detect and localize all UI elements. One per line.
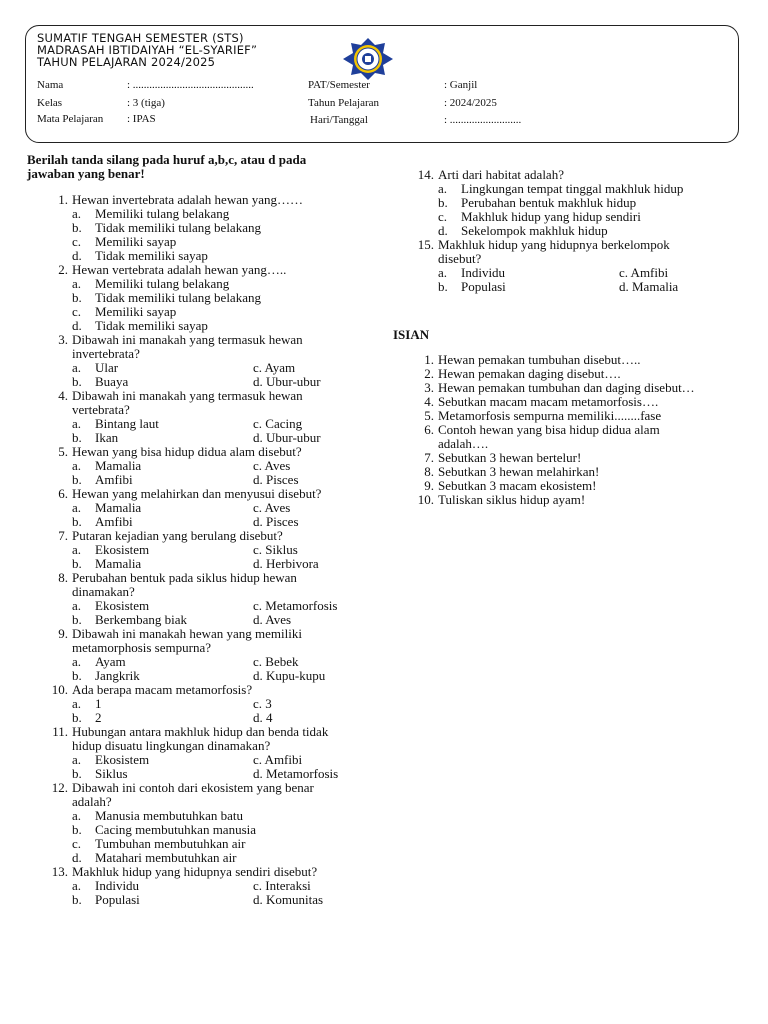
option-text: Bintang laut [95,416,159,431]
option-letter: b. [72,766,82,781]
option-text: Populasi [461,279,506,294]
question-text: Hewan yang bisa hidup didua alam disebut? [72,444,302,459]
isian-number: 9. [424,478,434,493]
question-number: 6. [58,486,68,501]
option-text: Individu [95,878,140,893]
option-text: d. Pisces [253,514,299,529]
option-text: Ikan [95,430,119,445]
option-letter: a. [72,542,82,557]
isian-text: Hewan pemakan tumbuhan dan daging disebut… [438,380,695,395]
kelas-label: Kelas [37,97,63,109]
question-text: Dibawah ini manakah yang termasuk hewan [72,332,303,347]
question-text: metamorphosis sempurna? [72,640,211,655]
option-text: Ekosistem [95,598,150,613]
question-text: vertebrata? [72,402,130,417]
option-text: Tidak memiliki sayap [95,318,208,333]
question-number: 9. [58,626,68,641]
option-text: Sekelompok makhluk hidup [461,223,608,238]
option-text: c. Aves [253,458,291,473]
option-letter: b. [72,822,82,837]
question-text: Hewan yang melahirkan dan menyusui disebut? [72,486,322,501]
question-number: 1. [58,192,68,207]
option-text: c. Siklus [253,542,298,557]
question-text: Hubungan antara makhluk hidup dan benda tidak [72,724,329,739]
isian-text: Sebutkan 3 macam ekosistem! [438,478,597,493]
option-letter: a. [72,654,82,669]
option-letter: b. [72,374,82,389]
isian-text: Sebutkan 3 hewan melahirkan! [438,464,600,479]
option-letter: a. [72,276,82,291]
option-letter: b. [72,892,82,907]
isian-number: 7. [424,450,434,465]
option-letter: a. [72,696,82,711]
question-text: adalah? [72,794,112,809]
option-text: Tidak memiliki sayap [95,248,208,263]
question-number: 10. [51,682,68,697]
option-text: Amfibi [95,514,133,529]
option-text: Lingkungan tempat tinggal makhluk hidup [461,181,684,196]
question-text: Hewan vertebrata adalah hewan yang….. [72,262,287,277]
question-number: 4. [58,388,68,403]
option-text: d. Herbivora [253,556,319,571]
option-letter: c. [72,304,82,319]
semester-label: PAT/Semester [308,79,370,91]
school-emblem-icon [341,37,395,81]
option-text: c. Metamorfosis [253,598,338,613]
question-text: hidup disuatu lingkungan dinamakan? [72,738,271,753]
option-letter: a. [438,181,448,196]
instruction-line-1: Berilah tanda silang pada huruf a,b,c, atau d pada [27,152,307,167]
option-text: Mamalia [95,500,142,515]
option-letter: a. [72,878,82,893]
nama-field[interactable]: : ............................................ [127,79,254,91]
option-letter: a. [72,500,82,515]
option-text: d. Kupu-kupu [253,668,326,683]
isian-text: Metamorfosis sempurna memiliki........fase [438,408,662,423]
option-letter: b. [72,430,82,445]
option-text: Mamalia [95,458,142,473]
question-text: Arti dari habitat adalah? [438,167,564,182]
option-letter: d. [72,248,82,263]
option-text: Populasi [95,892,140,907]
question-number: 13. [51,864,68,879]
option-text: d. Metamorfosis [253,766,339,781]
option-text: 2 [95,710,102,725]
question-number: 12. [51,780,68,795]
question-number: 14. [417,167,434,182]
kelas-value: : 3 (tiga) [127,97,165,109]
option-letter: a. [438,265,448,280]
isian-number: 6. [424,422,434,437]
option-letter: d. [438,223,448,238]
option-letter: b. [72,612,82,627]
option-text: Ayam [95,654,126,669]
option-letter: a. [72,598,82,613]
option-text: Amfibi [95,472,133,487]
option-letter: c. [438,209,448,224]
instruction-line-2: jawaban yang benar! [27,166,145,181]
semester-value: : Ganjil [444,79,478,91]
option-text: Siklus [95,766,128,781]
option-letter: c. [72,234,82,249]
isian-number: 2. [424,366,434,381]
option-text: Ekosistem [95,752,150,767]
option-letter: a. [72,458,82,473]
option-letter: b. [72,556,82,571]
option-letter: b. [72,290,82,305]
isian-number: 8. [424,464,434,479]
option-letter: a. [72,206,82,221]
option-text: c. Ayam [253,360,296,375]
option-text: 1 [95,696,102,711]
question-text: invertebrata? [72,346,140,361]
option-text: d. Komunitas [253,892,324,907]
question-number: 7. [58,528,68,543]
isian-text: Hewan pemakan tumbuhan disebut….. [438,352,641,367]
option-text: c. Interaksi [253,878,311,893]
option-text: Individu [461,265,506,280]
option-text: c. Aves [253,500,291,515]
option-text: Makhluk hidup yang hidup sendiri [461,209,641,224]
option-text: Tumbuhan membutuhkan air [95,836,246,851]
question-text: Dibawah ini manakah hewan yang memiliki [72,626,302,641]
question-text: Perubahan bentuk pada siklus hidup hewan [72,570,297,585]
isian-number: 5. [424,408,434,423]
option-text: Memiliki tulang belakang [95,276,230,291]
option-letter: a. [72,360,82,375]
option-text: Mamalia [95,556,142,571]
option-text: Manusia membutuhkan batu [95,808,244,823]
option-text: Tidak memiliki tulang belakang [95,290,261,305]
question-text: Makhluk hidup yang hidupnya berkelompok [438,237,670,252]
option-text: Ular [95,360,119,375]
exam-title: SUMATIF TENGAH SEMESTER (STS) [37,31,244,45]
question-text: Hewan invertebrata adalah hewan yang…… [72,192,304,207]
option-text: Tidak memiliki tulang belakang [95,220,261,235]
isian-text: adalah…. [438,436,489,451]
isian-title: ISIAN [393,327,430,342]
option-text: d. 4 [253,710,273,725]
option-text: Memiliki tulang belakang [95,206,230,221]
option-letter: a. [72,416,82,431]
option-letter: a. [72,752,82,767]
option-text: d. Aves [253,612,292,627]
question-text: disebut? [438,251,482,266]
option-text: d. Pisces [253,472,299,487]
isian-number: 10. [417,492,434,507]
option-text: c. Amfibi [619,265,669,280]
option-letter: b. [72,472,82,487]
question-number: 8. [58,570,68,585]
option-letter: d. [72,850,82,865]
option-letter: c. [72,836,82,851]
nama-label: Nama [37,79,64,91]
isian-text: Contoh hewan yang bisa hidup didua alam [438,422,660,437]
option-letter: b. [72,668,82,683]
question-number: 15. [417,237,434,252]
question-text: Ada berapa macam metamorfosis? [72,682,253,697]
question-number: 11. [52,724,68,739]
option-text: Ekosistem [95,542,150,557]
question-text: Dibawah ini manakah yang termasuk hewan [72,388,303,403]
option-text: Cacing membutuhkan manusia [95,822,257,837]
option-text: Memiliki sayap [95,234,177,249]
isian-text: Hewan pemakan daging disebut…. [438,366,621,381]
academic-year-title: TAHUN PELAJARAN 2024/2025 [37,55,216,69]
option-text: c. Bebek [253,654,299,669]
isian-text: Sebutkan macam macam metamorfosis…. [438,394,659,409]
question-number: 3. [58,332,68,347]
option-letter: b. [438,195,448,210]
option-letter: b. [72,220,82,235]
option-text: Jangkrik [95,668,140,683]
question-number: 5. [58,444,68,459]
option-letter: d. [72,318,82,333]
isian-text: Tuliskan siklus hidup ayam! [438,492,586,507]
option-text: Buaya [95,374,129,389]
option-letter: b. [72,514,82,529]
mapel-value: : IPAS [127,113,156,125]
isian-number: 1. [424,352,434,367]
option-text: Matahari membutuhkan air [95,850,237,865]
tahun-value: : 2024/2025 [444,97,497,109]
isian-number: 4. [424,394,434,409]
school-name: MADRASAH IBTIDAIYAH “EL-SYARIEF” [37,43,258,57]
question-text: Putaran kejadian yang berulang disebut? [72,528,283,543]
question-text: dinamakan? [72,584,135,599]
option-letter: a. [72,808,82,823]
isian-text: Sebutkan 3 hewan bertelur! [438,450,582,465]
option-text: c. 3 [253,696,272,711]
option-letter: b. [438,279,448,294]
option-text: c. Cacing [253,416,303,431]
question-text: Makhluk hidup yang hidupnya sendiri disebut? [72,864,318,879]
option-text: d. Mamalia [619,279,679,294]
option-letter: b. [72,710,82,725]
option-text: Perubahan bentuk makhluk hidup [461,195,637,210]
option-text: Berkembang biak [95,612,188,627]
option-text: Memiliki sayap [95,304,177,319]
option-text: d. Ubur-ubur [253,430,321,445]
mapel-label: Mata Pelajaran [37,113,104,125]
question-number: 2. [58,262,68,277]
option-text: c. Amfibi [253,752,303,767]
isian-number: 3. [424,380,434,395]
question-text: Dibawah ini contoh dari ekosistem yang benar [72,780,314,795]
option-text: d. Ubur-ubur [253,374,321,389]
tanggal-field[interactable]: : .......................... [444,114,522,126]
tahun-label: Tahun Pelajaran [308,97,380,109]
tanggal-label: Hari/Tanggal [310,114,368,126]
